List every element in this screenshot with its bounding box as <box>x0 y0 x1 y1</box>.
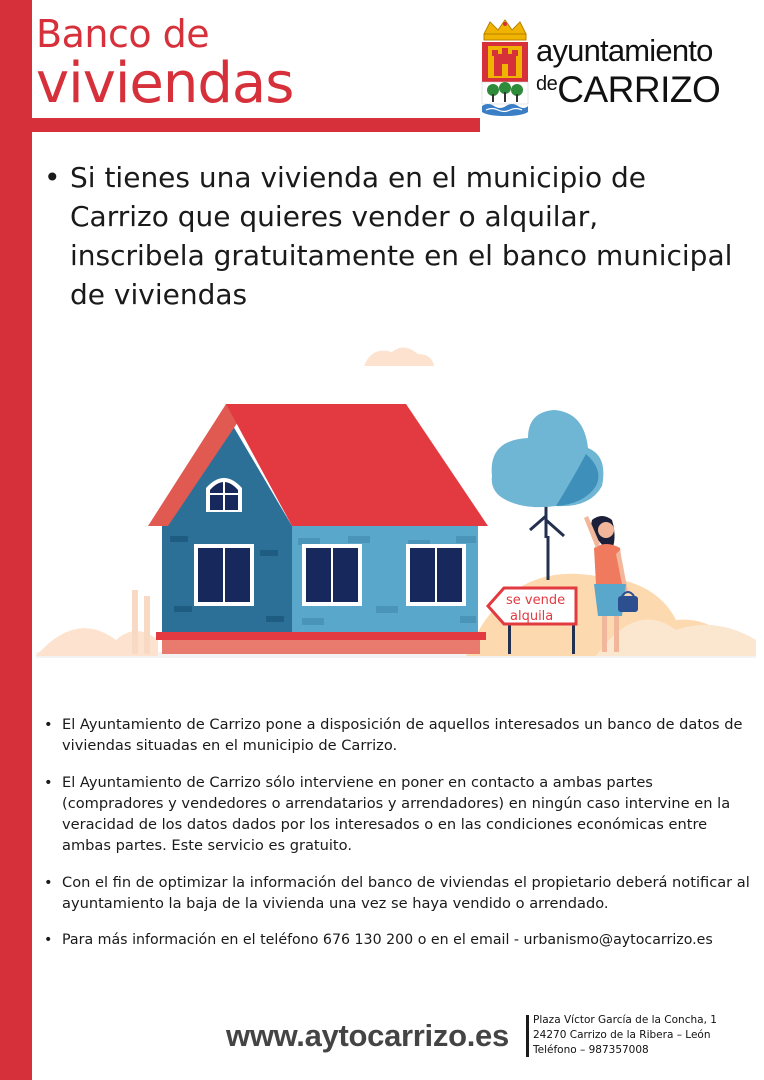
address-line-2: 24270 Carrizo de la Ribera – León <box>533 1029 711 1041</box>
address-block <box>533 1013 717 1058</box>
lead-statement <box>44 158 734 314</box>
title-line-2: viviendas <box>36 51 294 116</box>
list-item-text: El Ayuntamiento de Carrizo sólo interviene en poner en contacto a ambas partes (compradores y vendedores o arrendatarios y arrendadores) en ningún caso intervine en la veracidad de los datos dados por los interesados o en las condiciones económicas entre ambas partes. Este servicio es gratuito. <box>62 774 731 854</box>
bullet: • <box>44 716 53 733</box>
list-item <box>44 714 750 756</box>
logo-carrizo: CARRIZO <box>557 69 721 110</box>
tree-illustration <box>492 410 604 580</box>
page-title <box>36 14 293 114</box>
title-line-1: Banco de <box>36 12 210 56</box>
address-line-1: Plaza Víctor García de la Concha, 1 <box>533 1014 717 1026</box>
list-item <box>44 772 750 856</box>
left-accent-bar <box>0 0 32 1080</box>
lead-text: Si tienes una vivienda en el municipio de Carrizo que quieres vender o alquilar, inscribela gratuitamente en el banco municipal de viviendas <box>70 161 733 311</box>
lead-bullet: • <box>44 161 61 194</box>
address-divider <box>526 1015 529 1057</box>
sign-text-1: se vende <box>506 593 566 608</box>
bullet: • <box>44 774 53 791</box>
bullet: • <box>44 874 53 891</box>
info-list <box>44 714 750 967</box>
house-illustration <box>36 340 756 660</box>
list-item <box>44 872 750 914</box>
bullet: • <box>44 932 53 948</box>
cloud-illustration <box>364 347 434 366</box>
logo-line-2 <box>536 66 720 108</box>
logo-line-1: ayuntamiento <box>536 33 713 68</box>
logo-de: de <box>536 73 558 95</box>
logo-wordmark <box>536 33 721 110</box>
list-item-text: Con el fin de optimizar la información del banco de viviendas el propietario deberá notificar al ayuntamiento la baja de la vivienda una vez se haya vendido o arrendado. <box>62 874 750 912</box>
list-item-text: Para más información en el teléfono 676 130 200 o en el email - urbanismo@aytocarrizo.es <box>62 932 713 948</box>
list-item-text: El Ayuntamiento de Carrizo pone a disposición de aquellos interesados un banco de datos de viviendas situadas en el municipio de Carrizo. <box>62 716 743 754</box>
title-underline <box>32 118 480 132</box>
website-link[interactable]: www.aytocarrizo.es <box>226 1018 509 1053</box>
sign-text-2: alquila <box>510 609 554 624</box>
list-item <box>44 930 750 951</box>
address-line-3: Teléfono – 987357008 <box>533 1044 649 1056</box>
